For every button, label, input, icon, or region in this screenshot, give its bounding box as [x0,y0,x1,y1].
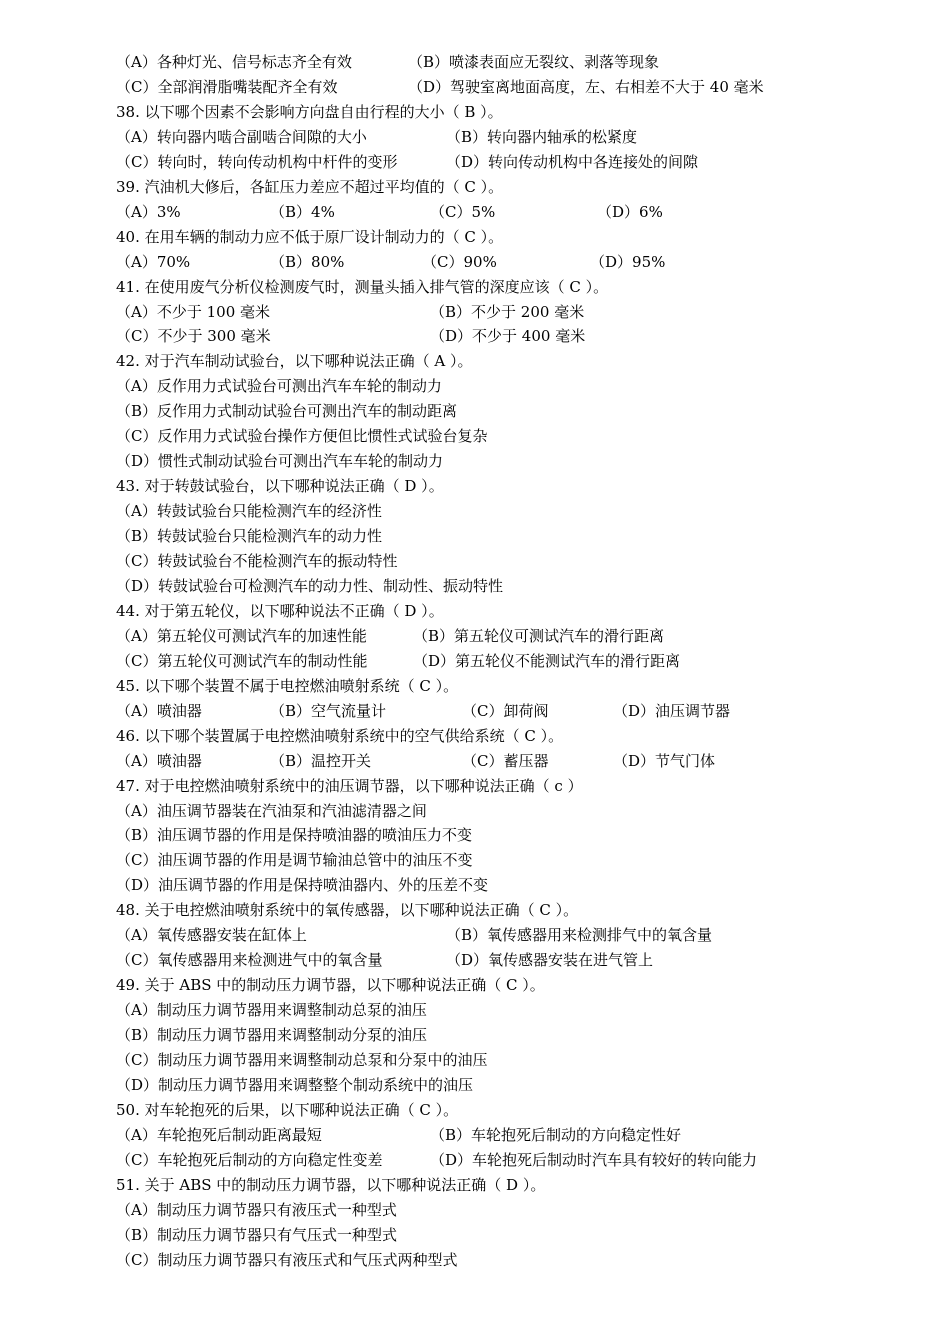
option-text: （D）不少于 400 毫米 [430,327,586,346]
option-text: （B）车轮抱死后制动的方向稳定性好 [430,1125,682,1144]
line-text: （B）制动压力调节器用来调整制动分泵的油压 [116,1026,428,1045]
line-text: （C）制动压力调节器用来调整制动总泵和分泵中的油压 [116,1051,488,1069]
line-text: （C）制动压力调节器只有液压式和气压式两种型式 [116,1250,458,1269]
line-text: （B）制动压力调节器只有气压式一种型式 [116,1225,398,1244]
line-text: （C）油压调节器的作用是调节输油总管中的油压不变 [116,851,473,870]
line-text: （A）反作用力式试验台可测出汽车车轮的制动力 [116,377,442,396]
line-text: （A）第五轮仪可测试汽车的加速性能 [116,626,367,645]
line-text: （A）70% [116,252,191,271]
line-text: 46. 以下哪个装置属于电控燃油喷射系统中的空气供给系统（ C ）。 [116,726,564,745]
option-text: （B）空气流量计 [270,701,387,720]
line-text: 45. 以下哪个装置不属于电控燃油喷射系统（ C ）。 [116,676,459,695]
line-text: （D）转鼓试验台可检测汽车的动力性、制动性、振动特性 [116,576,504,595]
option-text: （C）5% [430,202,496,221]
line-text: （A）车轮抱死后制动距离最短 [116,1125,322,1144]
line-text: 38. 以下哪个因素不会影响方向盘自由行程的大小（ B ）。 [116,102,503,121]
option-text: （B）氧传感器用来检测排气中的氧含量 [446,926,713,945]
line-text: （A）氧传感器安装在缸体上 [116,926,307,945]
option-text: （D）6% [597,202,663,221]
option-text: （D）节气门体 [613,751,716,770]
option-text: （B）喷漆表面应无裂纹、剥落等现象 [408,53,660,71]
line-text: （A）喷油器 [116,701,202,720]
option-text: （C）90% [422,252,497,271]
option-text: （B）4% [270,202,335,221]
line-text: （B）转鼓试验台只能检测汽车的动力性 [116,527,383,546]
option-text: （C）卸荷阀 [462,701,549,720]
line-text: 47. 对于电控燃油喷射系统中的油压调节器，以下哪种说法正确（ c ） [116,776,583,795]
option-text: （D）95% [590,252,666,271]
line-text: 49. 关于 ABS 中的制动压力调节器，以下哪种说法正确（ C ）。 [116,976,545,995]
line-text: （C）车轮抱死后制动的方向稳定性变差 [116,1150,383,1169]
line-text: 39. 汽油机大修后，各缸压力差应不超过平均值的（ C ）。 [116,177,504,196]
line-text: （A）3% [116,202,181,221]
line-text: （B）反作用力式制动试验台可测出汽车的制动距离 [116,402,458,421]
line-text: 41. 在使用废气分析仪检测废气时，测量头插入排气管的深度应该（ C ）。 [116,277,609,296]
line-text: （A）转向器内啮合副啮合间隙的大小 [116,127,367,146]
option-text: （D）第五轮仪不能测试汽车的滑行距离 [413,651,681,670]
option-text: （D）油压调节器 [613,701,731,720]
line-text: （A）不少于 100 毫米 [116,302,270,321]
option-text: （B）不少于 200 毫米 [430,302,585,321]
line-text: （A）油压调节器装在汽油泵和汽油滤清器之间 [116,801,427,820]
option-text: （B）温控开关 [270,751,372,770]
line-text: 48. 关于电控燃油喷射系统中的氧传感器，以下哪种说法正确（ C ）。 [116,901,579,920]
line-text: （C）转向时，转向传动机构中杆件的变形 [116,152,398,171]
line-text: （A）喷油器 [116,751,202,770]
line-text: （A）转鼓试验台只能检测汽车的经济性 [116,502,382,521]
option-text: （D）驾驶室离地面高度，左、右相差不大于 40 毫米 [408,77,764,96]
option-text: （C）蓄压器 [462,751,549,770]
line-text: （A）各种灯光、信号标志齐全有效 [116,53,352,71]
line-text: （D）惯性式制动试验台可测出汽车车轮的制动力 [116,452,444,471]
option-text: （D）氧传感器安装在进气管上 [446,951,654,970]
line-text: （C）氧传感器用来检测进气中的氧含量 [116,951,383,970]
line-text: （C）转鼓试验台不能检测汽车的振动特性 [116,552,398,570]
line-text: 40. 在用车辆的制动力应不低于原厂设计制动力的（ C ）。 [116,227,504,246]
line-text: 50. 对车轮抱死的后果，以下哪种说法正确（ C ）。 [116,1100,459,1119]
line-text: （A）制动压力调节器用来调整制动总泵的油压 [116,1001,427,1020]
option-text: （B）80% [270,252,345,271]
line-text: （D）油压调节器的作用是保持喷油器内、外的压差不变 [116,876,489,895]
line-text: 43. 对于转鼓试验台，以下哪种说法正确（ D ）。 [116,477,444,496]
line-text: （C）反作用力式试验台操作方便但比惯性式试验台复杂 [116,427,488,446]
option-text: （B）第五轮仪可测试汽车的滑行距离 [413,626,665,645]
option-text: （D）转向传动机构中各连接处的间隙 [446,152,699,171]
line-text: 42. 对于汽车制动试验台，以下哪种说法正确（ A ）。 [116,352,473,371]
line-text: （D）制动压力调节器用来调整整个制动系统中的油压 [116,1075,474,1094]
line-text: （A）制动压力调节器只有液压式一种型式 [116,1200,397,1219]
line-text: （B）油压调节器的作用是保持喷油器的喷油压力不变 [116,826,473,845]
option-text: （D）车轮抱死后制动时汽车具有较好的转向能力 [430,1150,758,1169]
option-text: （B）转向器内轴承的松紧度 [446,127,638,146]
line-text: （C）全部润滑脂嘴装配齐全有效 [116,77,338,96]
line-text: 51. 关于 ABS 中的制动压力调节器，以下哪种说法正确（ D ）。 [116,1175,546,1194]
line-text: （C）不少于 300 毫米 [116,327,271,346]
line-text: （C）第五轮仪可测试汽车的制动性能 [116,651,368,670]
line-text: 44. 对于第五轮仪，以下哪种说法不正确（ D ）。 [116,601,444,620]
